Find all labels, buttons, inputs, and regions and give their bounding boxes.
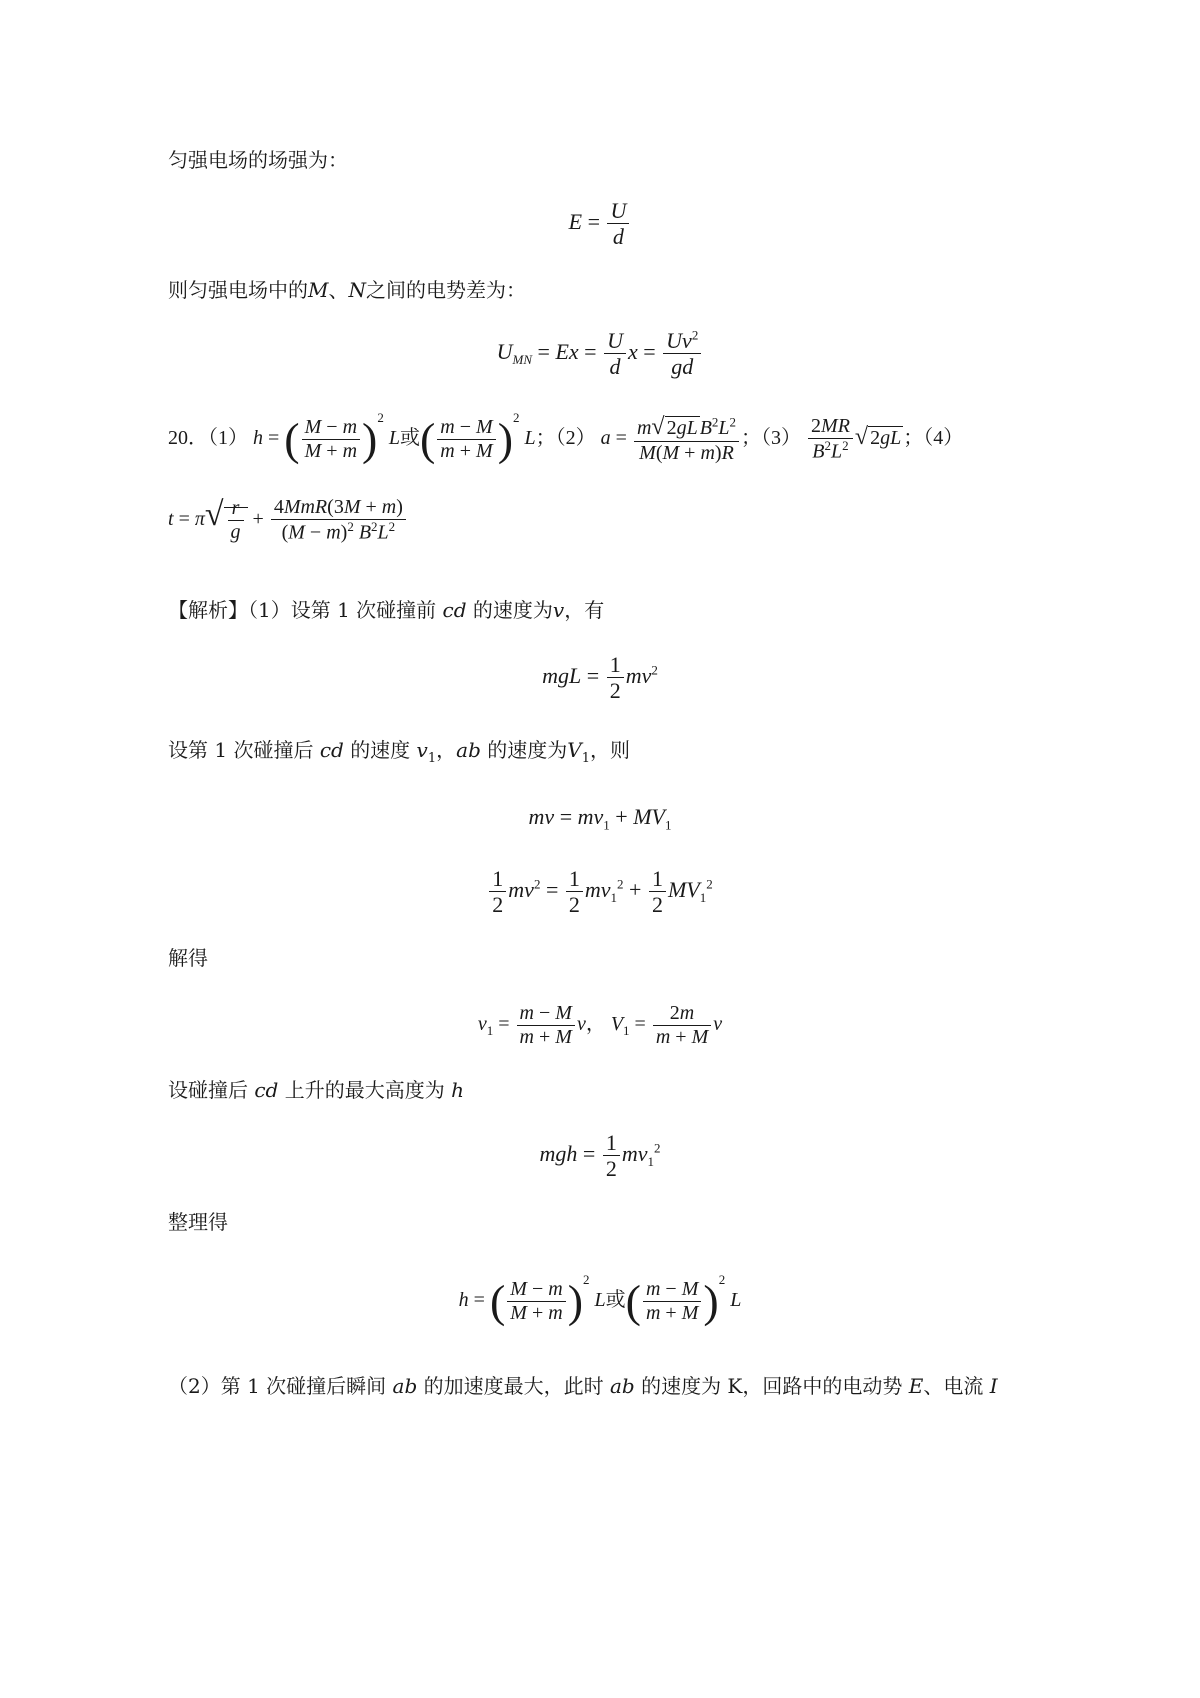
equation-h-result: h = ( $\frac{M - m}{M + m}$ )$^2$ L或( $\frac{m - M}{m + M}$ )$^2$ L: [458, 1272, 742, 1327]
text-line: [168, 1208, 228, 1236]
text: 或: [605, 1289, 626, 1311]
text: ；（3）: [741, 427, 802, 449]
symbol-ab: ab: [392, 1374, 418, 1398]
text: ，: [436, 738, 457, 762]
text-line: 设碰撞后 cd 上升的最大高度为 h: [168, 1078, 464, 1102]
text: 的速度为 K，回路中的电动势: [641, 1374, 903, 1398]
equation-umn: $U_{MN} = Ex$ = $\frac{U}{d}$ x = $\frac{Uv^2}{gd}$: [0, 328, 1200, 380]
text-line: 设第 1 次碰撞后 cd 的速度 $v_1$，ab 的速度为$V_1$，则: [168, 738, 630, 766]
text: 匀强电场的场强为：: [168, 148, 348, 172]
text: 设第 1 次碰撞后: [168, 738, 314, 762]
text: 、电流: [923, 1374, 984, 1398]
text: 整理得: [168, 1210, 228, 1234]
text-line: [168, 276, 526, 304]
symbol-M: M: [308, 278, 329, 302]
text: ；（4）: [903, 427, 964, 449]
equation-solution: $v_1$ = $\frac{m - M}{m + M}$ v， $V_1$ = $\frac{2m}{m + M}$ v: [477, 1002, 723, 1048]
equation-kinetic: $\frac{1}{2}$ $mv^2$ = $\frac{1}{2}$ $mv_1^2$ + $\frac{1}{2}$ $MV_1^2$: [0, 866, 1200, 918]
text: 之间的电势差为：: [365, 278, 526, 302]
symbol-cd: cd: [254, 1078, 279, 1102]
text: 的速度为: [487, 738, 568, 762]
text: 设碰撞后: [168, 1078, 248, 1102]
symbol-N: N: [348, 278, 366, 302]
text: （2）第 1 次碰撞后瞬间: [168, 1374, 387, 1398]
text: 上升的最大高度为: [284, 1078, 445, 1102]
equation-e-field: E = $\frac{U}{d}$: [0, 198, 1200, 250]
text: 【解析】（1）设第 1 次碰撞前: [168, 598, 437, 622]
symbol-ab: ab: [609, 1374, 635, 1398]
text: 的速度: [350, 738, 411, 762]
text: 解得: [168, 946, 208, 970]
text-line: [168, 944, 208, 972]
text: 的加速度最大，此时: [423, 1374, 604, 1398]
text: 的速度为: [472, 598, 553, 622]
text: 则匀强电场中的: [168, 278, 308, 302]
equation-energy: mgL = $\frac{1}{2}$ $mv^2$: [542, 652, 658, 704]
equation-momentum: mv = $mv_1 + MV_1$: [528, 804, 672, 833]
question-number: 20．（1）: [168, 427, 248, 449]
text-line: （2）第 1 次碰撞后瞬间 ab 的加速度最大，此时 ab 的速度为 K，回路中的电动势 E、电流 I: [168, 1374, 998, 1398]
symbol-cd: cd: [319, 738, 344, 762]
text: 、: [328, 278, 349, 302]
text: ；（2）: [535, 427, 596, 449]
text: ，则: [589, 738, 630, 762]
answer-line-t: t = π√ $\frac{r}{g}$ + $\frac{\text{4MmR(3M + m)}}{(M - m)^2 B^2L^2}$: [168, 496, 408, 545]
symbol-ab: ab: [456, 738, 481, 762]
text: ，有: [564, 598, 605, 622]
text-line: [168, 146, 348, 174]
equation-height: mgh = $\frac{1}{2}$ $mv_1^2$: [539, 1130, 661, 1182]
text-line: 【解析】（1）设第 1 次碰撞前 cd 的速度为v，有: [168, 598, 605, 622]
answer-line-20: 20．（1） h = ( $\frac{M - m}{M + m}$ )$^2$ L或( $\frac{m - M}{m + M}$ )$^2$ L；（2） a = $\frac{m√ 2gL B^2L^2}{M(M + m)R}$ ；（3） $\frac{2MR}{B^2L^2}$ √ 2gL ；（4）: [168, 410, 964, 465]
text: 或: [399, 427, 420, 449]
symbol-cd: cd: [442, 598, 467, 622]
